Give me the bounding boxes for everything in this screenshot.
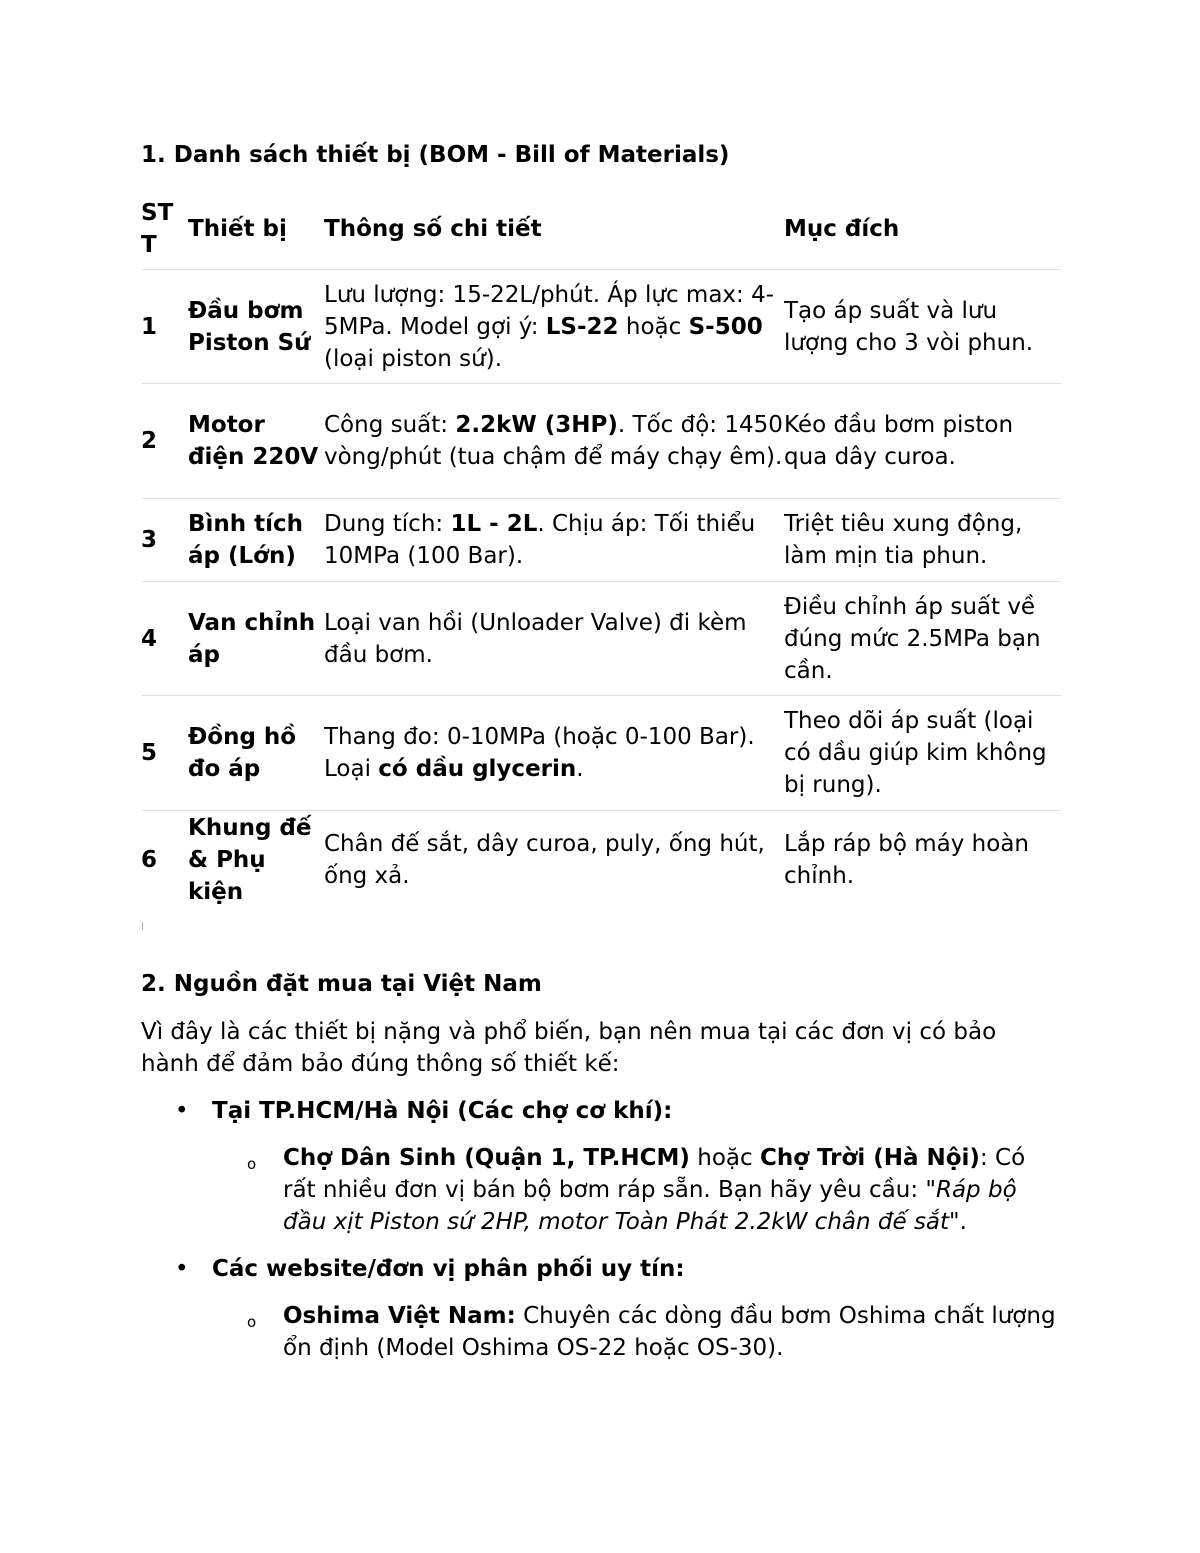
device-spec: Loại van hồi (Unloader Valve) đi kèm đầu bơm. [324, 582, 784, 696]
header-stt: STT [141, 199, 174, 258]
table-row [141, 582, 1061, 696]
bom-table [141, 188, 1061, 909]
bullet-label: Tại TP.HCM/Hà Nội (Các chợ cơ khí): [212, 1098, 673, 1124]
device-spec: Công suất: 2.2kW (3HP). Tốc độ: 1450 vòng/phút (tua chậm để máy chạy êm). [324, 384, 784, 499]
device-name: Motor điện 220V [188, 384, 324, 499]
device-purpose: Kéo đầu bơm piston qua dây curoa. [784, 384, 1061, 499]
row-number: 5 [141, 696, 188, 811]
header-purpose: Mục đích [784, 215, 900, 242]
row-number: 1 [141, 270, 188, 384]
sub-bullet-marker: o [247, 1313, 257, 1331]
bullet-marker: • [175, 1256, 189, 1282]
divider-mark [142, 922, 143, 930]
header-device: Thiết bị [188, 215, 287, 242]
device-name: Đồng hồ đo áp [188, 696, 324, 811]
bullet-label: Các website/đơn vị phân phối uy tín: [212, 1256, 685, 1282]
device-spec: Lưu lượng: 15-22L/phút. Áp lực max: 4-5MPa. Model gợi ý: LS-22 hoặc S-500 (loại piston sứ). [324, 270, 784, 384]
device-purpose: Lắp ráp bộ máy hoàn chỉnh. [784, 811, 1061, 910]
device-purpose: Điều chỉnh áp suất về đúng mức 2.5MPa bạn cần. [784, 582, 1061, 696]
row-number: 4 [141, 582, 188, 696]
table-row [141, 499, 1061, 582]
table-row [141, 384, 1061, 499]
bullet-marker: • [175, 1098, 189, 1124]
device-spec: Dung tích: 1L - 2L. Chịu áp: Tối thiểu 10MPa (100 Bar). [324, 499, 784, 582]
section-title-bom: 1. Danh sách thiết bị (BOM - Bill of Materials) [141, 142, 730, 168]
device-name: Đầu bơm Piston Sứ [188, 270, 324, 384]
section-title-sources: 2. Nguồn đặt mua tại Việt Nam [141, 971, 542, 997]
device-purpose: Tạo áp suất và lưu lượng cho 3 vòi phun. [784, 270, 1061, 384]
table-row [141, 811, 1061, 910]
sub-bullet-marker: o [247, 1155, 257, 1173]
table-row [141, 270, 1061, 384]
device-purpose: Triệt tiêu xung động, làm mịn tia phun. [784, 499, 1061, 582]
device-name: Bình tích áp (Lớn) [188, 499, 324, 582]
row-number: 2 [141, 384, 188, 499]
device-purpose: Theo dõi áp suất (loại có dầu giúp kim không bị rung). [784, 696, 1061, 811]
row-number: 6 [141, 811, 188, 910]
header-spec: Thông số chi tiết [324, 215, 542, 242]
device-spec: Thang đo: 0-10MPa (hoặc 0-100 Bar). Loại có dầu glycerin. [324, 696, 784, 811]
device-name: Khung đế & Phụ kiện [188, 811, 324, 910]
table-row [141, 696, 1061, 811]
device-name: Van chỉnh áp [188, 582, 324, 696]
row-number: 3 [141, 499, 188, 582]
sub-bullet-text: Oshima Việt Nam: Chuyên các dòng đầu bơm Oshima chất lượng ổn định (Model Oshima OS-22 hoặc OS-30). [283, 1303, 1056, 1361]
intro-paragraph: Vì đây là các thiết bị nặng và phổ biến, bạn nên mua tại các đơn vị có bảo hành để đảm bảo đúng thông số thiết kế: [141, 1019, 997, 1077]
table-header-row [141, 188, 1061, 270]
sub-bullet-text: Chợ Dân Sinh (Quận 1, TP.HCM) hoặc Chợ Trời (Hà Nội): Có rất nhiều đơn vị bán bộ bơm ráp sẵn. Bạn hãy yêu cầu: "Ráp bộ đầu xịt Piston sứ 2HP, motor Toàn Phát 2.2kW chân đế sắt". [283, 1145, 1026, 1235]
device-spec: Chân đế sắt, dây curoa, puly, ống hút, ống xả. [324, 811, 784, 910]
